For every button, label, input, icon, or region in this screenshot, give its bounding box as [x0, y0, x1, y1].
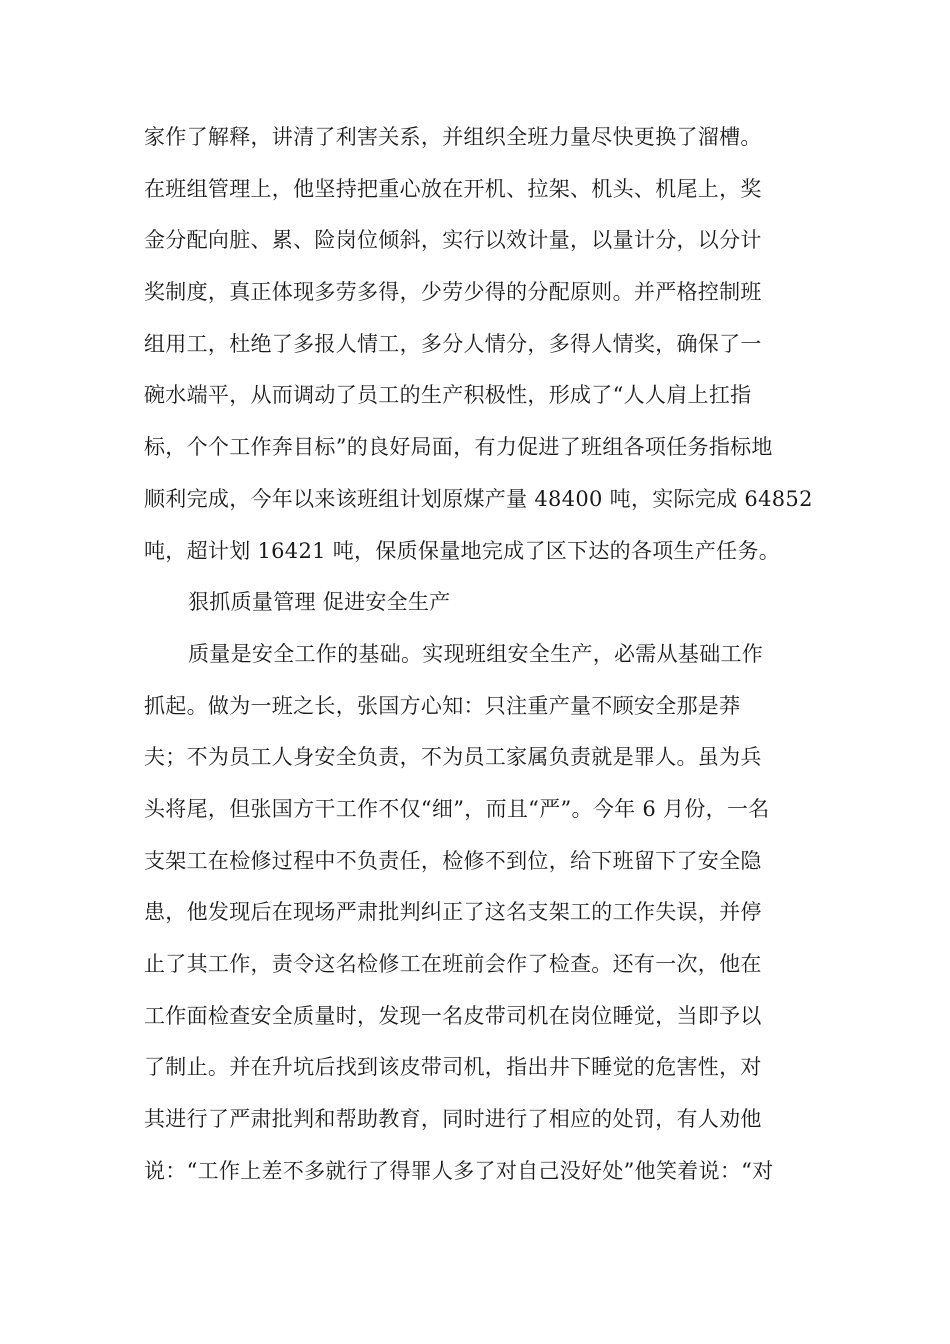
text-line: 工作面检查安全质量时，发现一名皮带司机在岗位睡觉，当即予以	[144, 1003, 762, 1028]
paragraph-start-line: 质量是安全工作的基础。实现班组安全生产，必需从基础工作	[188, 641, 764, 666]
text-line: 碗水端平，从而调动了员工的生产积极性，形成了“人人肩上扛指	[144, 383, 752, 408]
text-line: 组用工，杜绝了多报人情工，多分人情分，多得人情奖，确保了一	[144, 331, 762, 356]
text-line: 标，个个工作奔目标”的良好局面，有力促进了班组各项任务指标地	[144, 435, 773, 460]
text-line: 支架工在检修过程中不负责任，检修不到位，给下班留下了安全隐	[144, 848, 762, 873]
text-line: 抓起。做为一班之长，张国方心知：只注重产量不顾安全那是莽	[144, 693, 741, 718]
text-line: 顺利完成，今年以来该班组计划原煤产量 48400 吨，实际完成 64852	[144, 486, 813, 511]
text-line: 奖制度，真正体现多劳多得，少劳少得的分配原则。并严格控制班	[144, 280, 762, 305]
paragraph-start-line: 狠抓质量管理 促进安全生产	[188, 590, 451, 615]
text-line: 了制止。并在升坑后找到该皮带司机，指出井下睡觉的危害性，对	[144, 1055, 762, 1080]
text-line: 患，他发现后在现场严肃批判纠正了这名支架工的工作失误，并停	[144, 900, 762, 925]
text-line: 夫；不为员工人身安全负责，不为员工家属负责就是罪人。虽为兵	[144, 745, 762, 770]
text-line: 金分配向脏、累、险岗位倾斜，实行以效计量，以量计分，以分计	[144, 228, 762, 253]
text-line: 在班组管理上，他坚持把重心放在开机、拉架、机头、机尾上，奖	[144, 176, 762, 201]
text-line: 止了其工作，责令这名检修工在班前会作了检查。还有一次，他在	[144, 952, 762, 976]
text-line: 吨，超计划 16421 吨，保质保量地完成了区下达的各项生产任务。	[144, 538, 781, 563]
document-body	[144, 112, 824, 1197]
text-line: 头将尾，但张国方干工作不仅“细”，而且“严”。今年 6 月份，一名	[144, 796, 770, 821]
text-line: 说：“工作上差不多就行了得罪人多了对自己没好处”他笑着说：“对	[144, 1158, 774, 1183]
text-line: 其进行了严肃批判和帮助教育，同时进行了相应的处罚，有人劝他	[144, 1107, 762, 1132]
text-line: 家作了解释，讲清了利害关系，并组织全班力量尽快更换了溜槽。	[144, 125, 762, 149]
